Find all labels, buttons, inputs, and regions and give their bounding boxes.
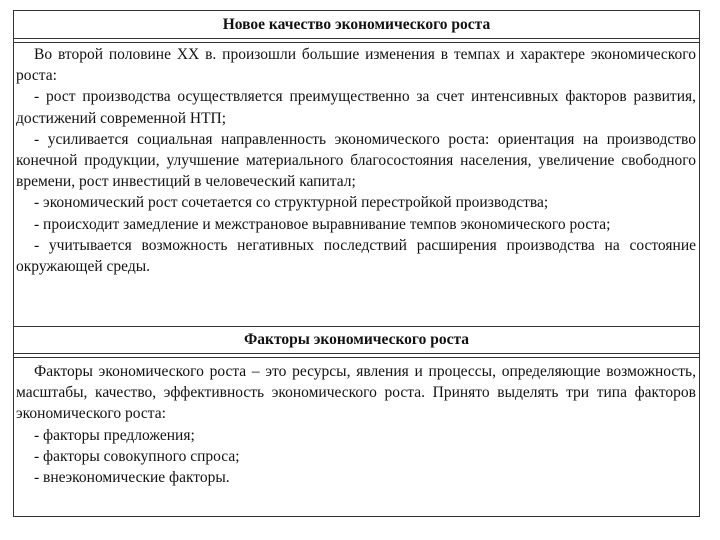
bullet-item: - рост производства осуществляется преимущественно за счет интенсивных факторов развития, достижений современной НТП; xyxy=(16,88,696,127)
bullet-item: - факторы предложения; xyxy=(34,426,195,444)
content-table xyxy=(13,10,700,517)
section-body-new-quality xyxy=(14,43,699,326)
section-title-new-quality: Новое качество экономического роста xyxy=(14,11,699,39)
bullet-item: - учитывается возможность негативных последствий расширения производства на состояние окружающей среды. xyxy=(16,236,696,276)
section-title-growth-factors: Факторы экономического роста xyxy=(14,326,699,354)
bullet-item: - экономический рост сочетается со структурной перестройкой производства; xyxy=(34,194,549,212)
section-body-growth-factors xyxy=(14,358,699,516)
bullet-item: - происходит замедление и межстрановое выравнивание темпов экономического роста; xyxy=(34,215,611,233)
bullet-item: - внеэкономические факторы. xyxy=(34,469,230,487)
bullet-item: - факторы совокупного спроса; xyxy=(34,447,240,465)
intro-paragraph: Во второй половине XX в. произошли большие изменения в темпах и характере экономического роста: xyxy=(16,46,696,85)
intro-paragraph: Факторы экономического роста – это ресурсы, явления и процессы, определяющие возможность, масштабы, качество, эффективность экономического роста. Принято выделять три типа факторов экономического роста: xyxy=(16,363,696,423)
bullet-item: - усиливается социальная направленность экономического роста: ориентация на производство конечной продукции, улучшение материального благосостояния населения, увеличение свободного времени, рост инвестиций в человеческий капитал; xyxy=(16,130,696,191)
